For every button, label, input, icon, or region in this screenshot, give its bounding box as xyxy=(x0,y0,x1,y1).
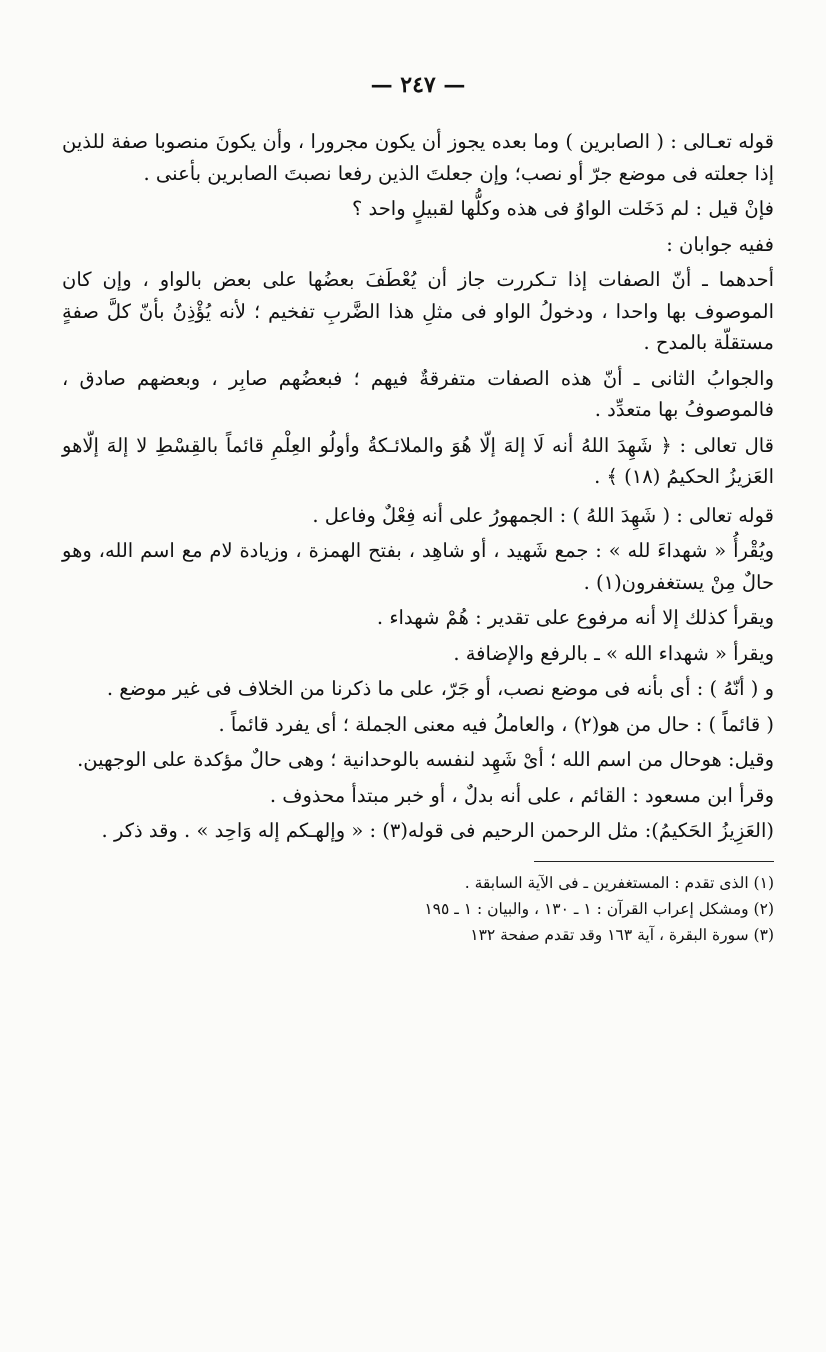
page-number: — ٢٤٧ — xyxy=(370,72,466,98)
paragraph-reading-shuhada: ويُقْرأُ « شهداءَ لله » : جمع شَهيد ، أو شاهِد ، بفتح الهمزة ، وزيادة لام مع اسم الله، وهو حالٌ مِنْ يستغفرون(١) . xyxy=(62,539,774,594)
paragraph-first-answer: أحدهما ـ أنّ الصفات إذا تـكررت جاز أن يُعْطَفَ بعضُها على بعض بالواو ، وإن كان الموصوف بها واحدا ، ودخولُ الواو فى مثلِ هذا الضَّربِ تفخيم ؛ لأنه يُؤْذِنُ بأنّ كلَّ صفةٍ مستقلّة بالمدح . xyxy=(62,268,774,354)
paragraph-question: فإنْ قيل : لم دَخَلت الواوُ فى هذه وكلُّها لقبيلٍ واحد ؟ xyxy=(351,197,774,220)
footnote-divider xyxy=(534,861,774,862)
paragraph-verse-18: قال تعالى : ﴿ شَهِدَ اللهُ أنه لَا إلهَ إلّا هُوَ والملائـكةُ وأولُو العِلْمِ قائماً بالقِسْطِ لا إلهَ إلّاهو العَزيزُ الحكيمُ (١٨) ﴾ . xyxy=(62,433,774,488)
paragraph-annahu: و ( أنّهُ ) : أى بأنه فى موضع نصب، أو جَرّ، على ما ذكرنا من الخلاف فى غير موضع . xyxy=(106,677,774,700)
footnote-1: (١) الذى تقدم : المستغفرين ـ فى الآية السابقة . xyxy=(464,873,774,892)
footnote-2: (٢) ومشكل إعراب القرآن : ١ ـ ١٣٠ ، والبيان : ١ ـ ١٩٥ xyxy=(424,899,774,918)
main-text xyxy=(62,126,774,847)
paragraph-shahida: قوله تعالى : ( شَهِدَ اللهُ ) : الجمهورُ على أنه فِعْلٌ وفاعل . xyxy=(312,503,774,527)
paragraph-second-answer: والجوابُ الثانى ـ أنّ هذه الصفات متفرقةٌ فيهم ؛ فبعضُهم صابِر ، وبعضهم صادق ، فالموصوفُ بها متعدِّد . xyxy=(62,366,774,421)
paragraph-reading-marfu: ويقرأ كذلك إلا أنه مرفوع على تقدير : هُمْ شهداء . xyxy=(376,606,774,629)
footnotes xyxy=(62,870,774,948)
paragraph-qaiman: ( قائماً ) : حال من هو(٢) ، والعاملُ فيه معنى الجملة ؛ أى يفرد قائماً . xyxy=(218,712,774,736)
footnote-3: (٣) سورة البقرة ، آية ١٦٣ وقد تقدم صفحة ١٣٢ xyxy=(470,925,774,944)
paragraph-sabirin: قوله تعـالى : ( الصابرين ) وما بعده يجوز أن يكون مجرورا ، وأن يكونَ منصوبا صفة للذين إذا جعلته فى موضع جرّ أو نصب؛ وإن جعلتَ الذين رفعا نصبتَ الصابرين بأعنى . xyxy=(62,130,774,185)
paragraph-aziz-hakim: (العَزِيزُ الحَكيمُ): مثل الرحمن الرحيم فى قوله(٣) : « وإلهـكم إله وَاحِد » . وقد ذكر . xyxy=(101,819,774,842)
paragraph-ibn-masud: وقرأ ابن مسعود : القائم ، على أنه بدلٌ ، أو خبر مبتدأ محذوف . xyxy=(269,783,774,807)
paragraph-reading-idafa: ويقرأ « شهداء الله » ـ بالرفع والإضافة . xyxy=(453,641,774,665)
paragraph-hal: وقيل: هوحال من اسم الله ؛ أىْ شَهِد لنفسه بالوحدانية ؛ وهى حالٌ مؤكدة على الوجهين. xyxy=(77,748,774,771)
paragraph-two-answers: ففيه جوابان : xyxy=(666,232,774,256)
